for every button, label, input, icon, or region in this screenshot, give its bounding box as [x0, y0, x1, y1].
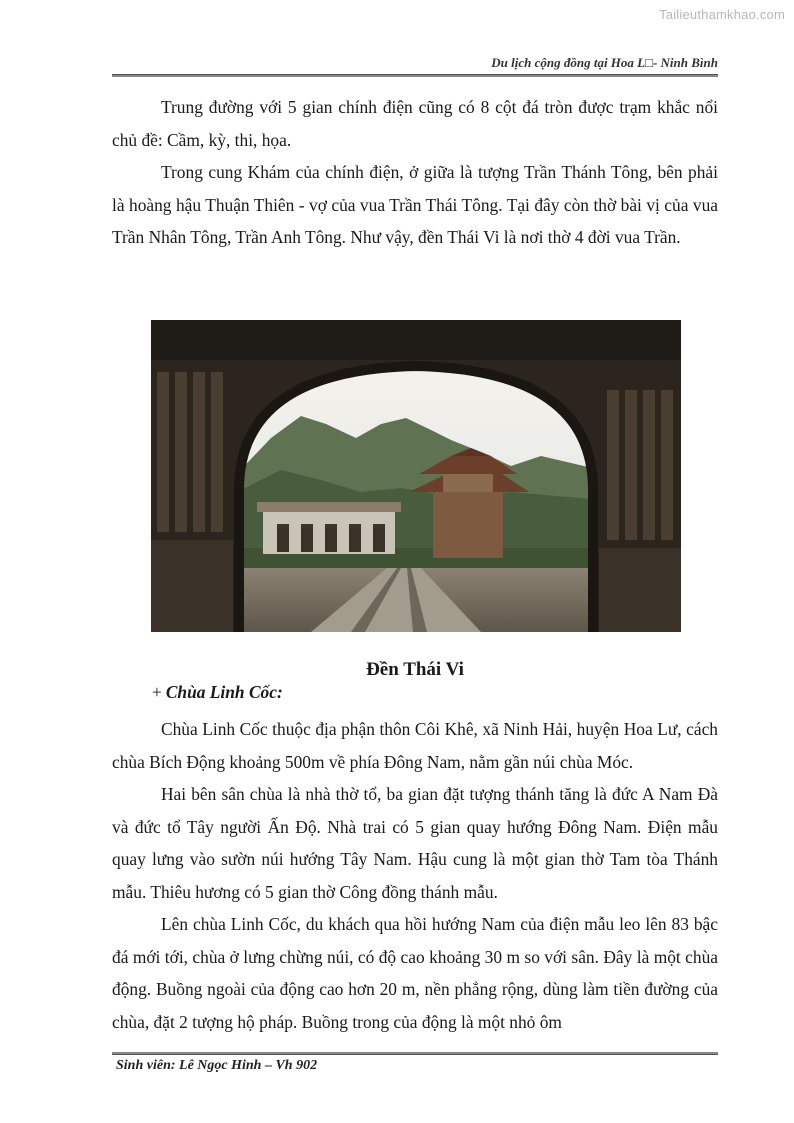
- figure-caption: Đền Thái Vi: [366, 659, 464, 680]
- section-marker: +: [152, 682, 162, 702]
- paragraph: Trong cung Khám của chính điện, ở giữa là tượng Trần Thánh Tông, bên phải là hoàng hậu Thuận Thiên - vợ của vua Trần Thái Tông. Tại đây còn thờ bài vị của vua Trần Nhân Tông, Trần Anh Tông. Như vậy, đền Thái Vi là nơi thờ 4 đời vua Trần.: [112, 162, 718, 247]
- paragraph: Lên chùa Linh Cốc, du khách qua hồi hướng Nam của điện mẫu leo lên 83 bậc đá mới tới, chùa ở lưng chừng núi, có độ cao khoảng 30 m so với sân. Đây là một chùa động. Buồng ngoài của động cao hơn 20 m, nền phẳng rộng, dùng làm tiền đường của chùa, đặt 2 tượng hộ pháp. Buồng trong của động là một nhỏ ôm: [112, 914, 718, 1032]
- paragraph: Chùa Linh Cốc thuộc địa phận thôn Côi Khê, xã Ninh Hải, huyện Hoa Lư, cách chùa Bích Động khoảng 500m về phía Đông Nam, nằm gần núi chùa Móc.: [112, 719, 718, 772]
- top-text-block: [112, 91, 718, 254]
- paragraph: Trung đường với 5 gian chính điện cũng có 8 cột đá tròn được trạm khắc nổi chủ đề: Cầm, kỳ, thi, họa.: [112, 97, 718, 150]
- footer-author: Sinh viên: Lê Ngọc Hinh – Vh 902: [116, 1058, 318, 1073]
- section-title: Chùa Linh Cốc:: [165, 682, 283, 702]
- bottom-text-block: [112, 713, 718, 1038]
- footer-rule: [112, 1052, 718, 1055]
- watermark: Tailieuthamkhao.com: [659, 7, 785, 22]
- section-heading: [152, 682, 283, 703]
- header-rule: [112, 74, 718, 77]
- paragraph: Hai bên sân chùa là nhà thờ tổ, ba gian đặt tượng thánh tăng là đức A Nam Đà và đức tổ Tây người Ấn Độ. Nhà trai có 5 gian quay hướng Đông Nam. Điện mẫu quay lưng vào sườn núi hướng Tây Nam. Hậu cung là một gian thờ Tam tòa Thánh mẫu. Thiêu hương có 5 gian thờ Công đồng thánh mẫu.: [112, 784, 718, 902]
- temple-photo: [151, 320, 681, 632]
- running-header: Du lịch cộng đồng tại Hoa L□- Ninh Bình: [491, 55, 718, 70]
